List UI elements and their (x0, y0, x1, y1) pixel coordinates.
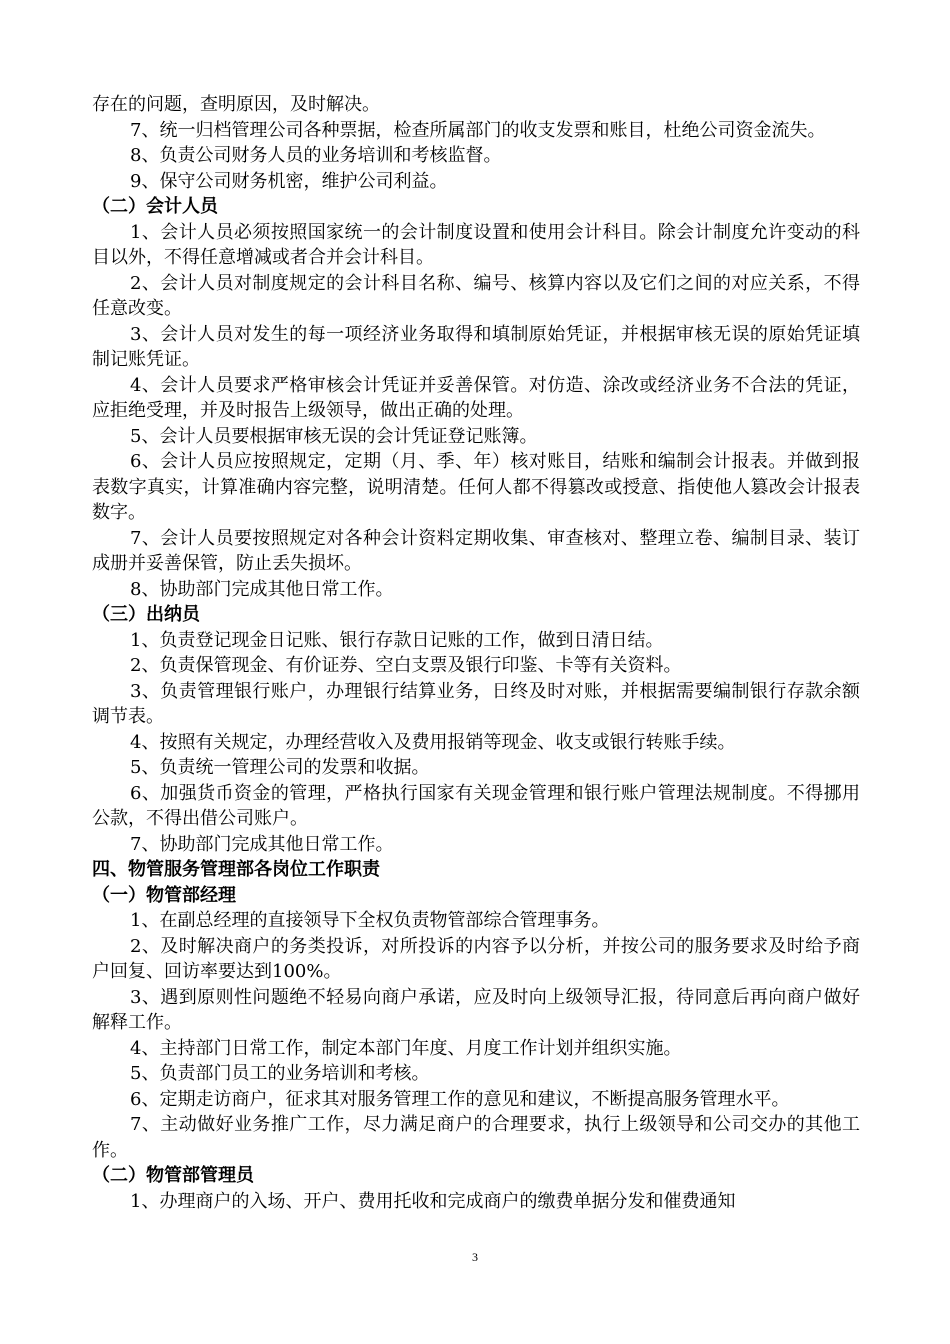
paragraph: 3、负责管理银行账户，办理银行结算业务，日终及时对账，并根据需要编制银行存款余额调节表。 (92, 680, 860, 727)
document-body (92, 92, 860, 1214)
subsection-heading: （一）物管部经理 (92, 884, 236, 906)
paragraph: 8、协助部门完成其他日常工作。 (130, 578, 394, 600)
paragraph: 3、会计人员对发生的每一项经济业务取得和填制原始凭证，并根据审核无误的原始凭证填制记账凭证。 (92, 323, 860, 370)
paragraph: 1、在副总经理的直接领导下全权负责物管部综合管理事务。 (130, 910, 610, 931)
paragraph: 2、及时解决商户的务类投诉，对所投诉的内容予以分析，并按公司的服务要求及时给予商户回复、回访率要达到100%。 (92, 935, 860, 982)
paragraph: 5、负责部门员工的业务培训和考核。 (130, 1063, 430, 1084)
paragraph: 4、主持部门日常工作，制定本部门年度、月度工作计划并组织实施。 (130, 1037, 682, 1059)
paragraph: 7、主动做好业务推广工作，尽力满足商户的合理要求，执行上级领导和公司交办的其他工作。 (92, 1114, 860, 1161)
paragraph: 8、负责公司财务人员的业务培训和考核监督。 (130, 145, 502, 166)
paragraph: 6、加强货币资金的管理，严格执行国家有关现金管理和银行账户管理法规制度。不得挪用公款，不得出借公司账户。 (92, 782, 860, 829)
paragraph: 9、保守公司财务机密，维护公司利益。 (130, 170, 448, 192)
paragraph: 6、会计人员应按照规定，定期（月、季、年）核对账目，结账和编制会计报表。并做到报表数字真实，计算准确内容完整，说明清楚。任何人都不得篡改或授意、指使他人篡改会计报表数字。 (92, 451, 860, 523)
paragraph: 6、定期走访商户，征求其对服务管理工作的意见和建议，不断提高服务管理水平。 (130, 1088, 790, 1110)
paragraph-continued: 存在的问题，查明原因，及时解决。 (92, 94, 380, 115)
paragraph: 2、会计人员对制度规定的会计科目名称、编号、核算内容以及它们之间的对应关系，不得任意改变。 (92, 272, 860, 319)
subsection-heading: （三）出纳员 (92, 604, 200, 625)
paragraph: 1、办理商户的入场、开户、费用托收和完成商户的缴费单据分发和催费通知 (130, 1190, 736, 1212)
paragraph: 7、会计人员要按照规定对各种会计资料定期收集、审查核对、整理立卷、编制目录、装订成册并妥善保管，防止丢失损坏。 (92, 527, 860, 574)
section-heading: 四、物管服务管理部各岗位工作职责 (92, 859, 380, 880)
paragraph: 5、负责统一管理公司的发票和收据。 (130, 757, 430, 778)
paragraph: 2、负责保管现金、有价证券、空白支票及银行印鉴、卡等有关资料。 (130, 655, 682, 676)
paragraph: 1、会计人员必须按照国家统一的会计制度设置和使用会计科目。除会计制度允许变动的科目以外，不得任意增减或者合并会计科目。 (92, 221, 860, 268)
paragraph: 4、会计人员要求严格审核会计凭证并妥善保管。对仿造、涂改或经济业务不合法的凭证，应拒绝受理，并及时报告上级领导，做出正确的处理。 (92, 374, 860, 421)
paragraph: 1、负责登记现金日记账、银行存款日记账的工作，做到日清日结。 (130, 629, 664, 651)
paragraph: 4、按照有关规定，办理经营收入及费用报销等现金、收支或银行转账手续。 (130, 731, 736, 753)
paragraph: 5、会计人员要根据审核无误的会计凭证登记账簿。 (130, 425, 538, 447)
paragraph: 7、协助部门完成其他日常工作。 (130, 833, 394, 855)
paragraph: 3、遇到原则性问题绝不轻易向商户承诺，应及时向上级领导汇报，待同意后再向商户做好解释工作。 (92, 986, 860, 1033)
page-number: 3 (472, 1250, 478, 1264)
subsection-heading: （二）物管部管理员 (92, 1165, 254, 1186)
subsection-heading: （二）会计人员 (92, 196, 218, 217)
paragraph: 7、统一归档管理公司各种票据，检查所属部门的收支发票和账目，杜绝公司资金流失。 (130, 119, 826, 141)
